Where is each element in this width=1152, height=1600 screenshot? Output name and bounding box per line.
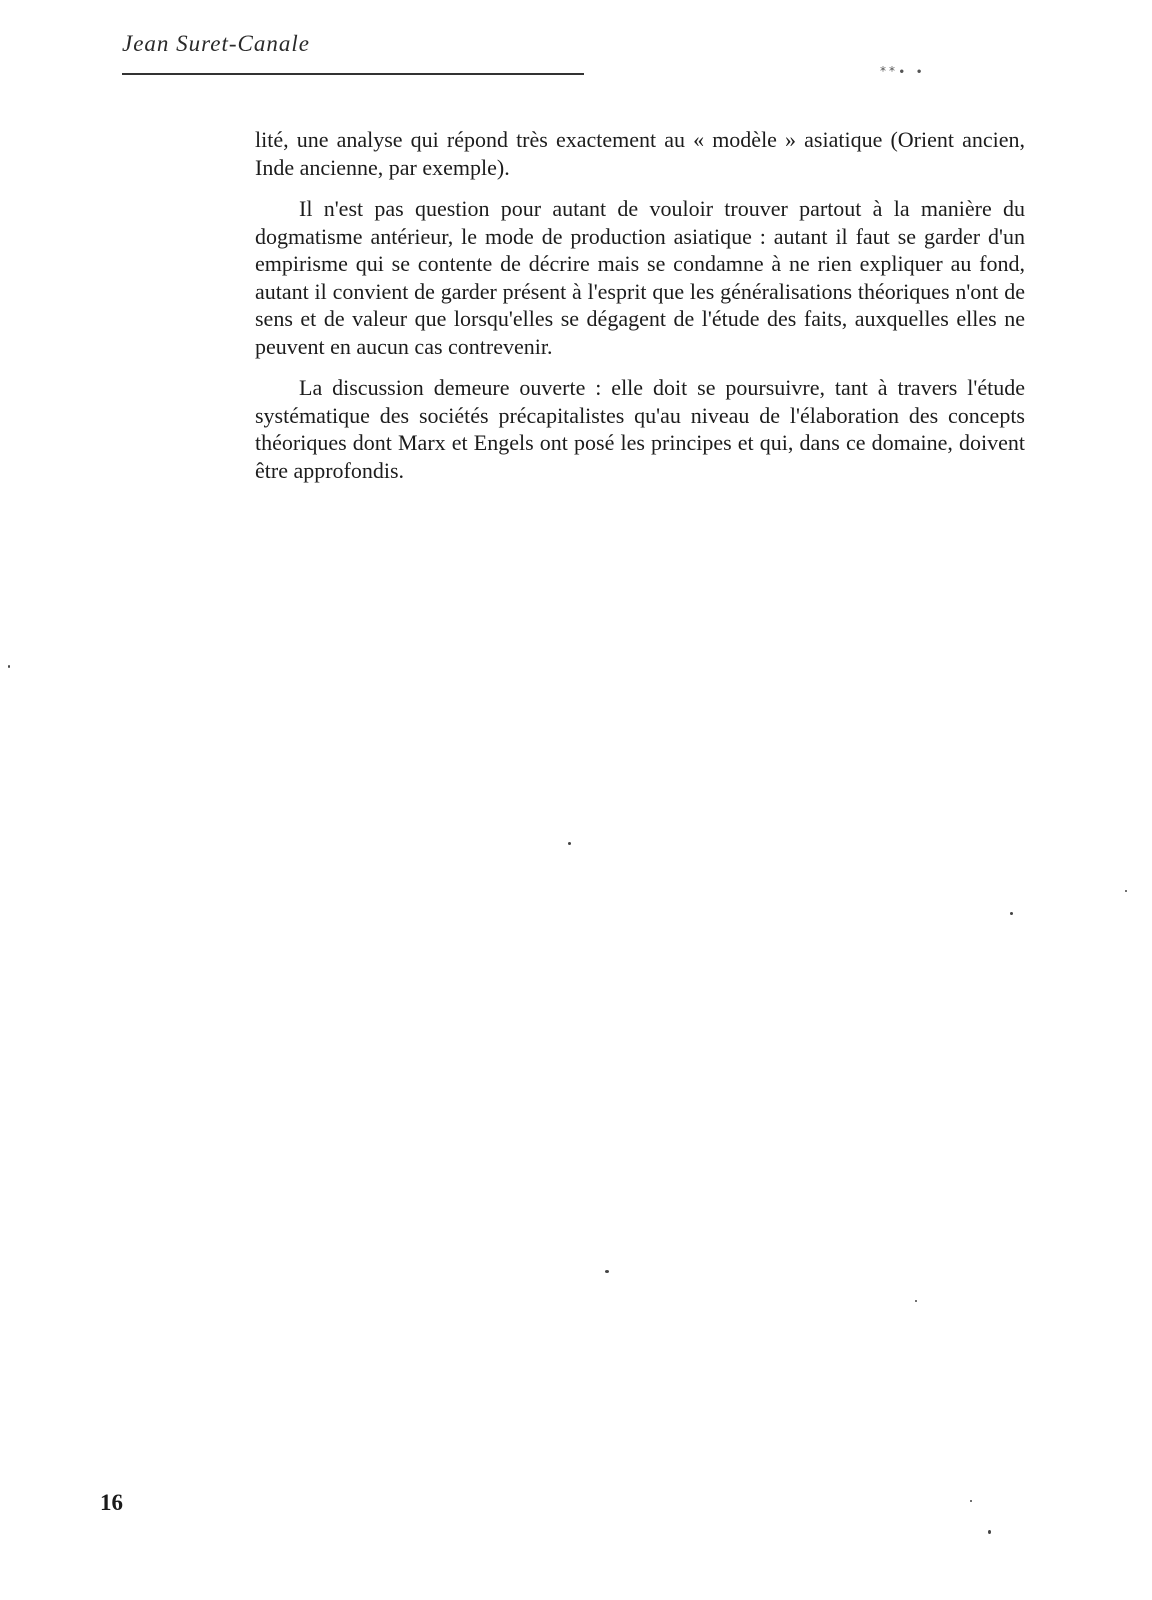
- scan-speck: [568, 842, 571, 845]
- scan-speck: [1125, 890, 1127, 892]
- scan-speck: [915, 1300, 917, 1302]
- scan-speck: [988, 1530, 991, 1534]
- paragraph-3: La discussion demeure ouverte : elle doit se poursuivre, tant à travers l'étude systématique des sociétés précapitalistes qu'au niveau de l'élaboration des concepts théoriques dont Marx et Engels ont posé les principes et qui, dans ce domaine, doivent être approfondis.: [255, 375, 1025, 483]
- paragraph-2: Il n'est pas question pour autant de vouloir trouver partout à la manière du dogmatisme antérieur, le mode de production asiatique : autant il faut se garder d'un empirisme qui se contente de décrire mais se condamne à ne rien expliquer au fond, autant il convient de garder présent à l'esprit que les généralisations théoriques n'ont de sens et de valeur que lorsqu'elles se dégagent de l'étude des faits, auxquelles elles ne peuvent en aucun cas contrevenir.: [255, 196, 1025, 359]
- scan-speck: [1010, 912, 1013, 915]
- page-number: 16: [100, 1490, 123, 1515]
- scan-speck: [8, 665, 10, 668]
- running-head-author: Jean Suret-Canale: [122, 31, 310, 56]
- header-rule: [122, 73, 584, 75]
- scan-speck: [970, 1500, 972, 1502]
- running-head: [122, 32, 584, 75]
- header-ornament: **∙ ∙: [880, 64, 926, 78]
- body-text: [255, 126, 1025, 484]
- paragraph-1: lité, une analyse qui répond très exactement au « modèle » asiatique (Orient ancien, Inde ancienne, par exemple).: [255, 127, 1025, 180]
- scan-speck: [605, 1270, 609, 1273]
